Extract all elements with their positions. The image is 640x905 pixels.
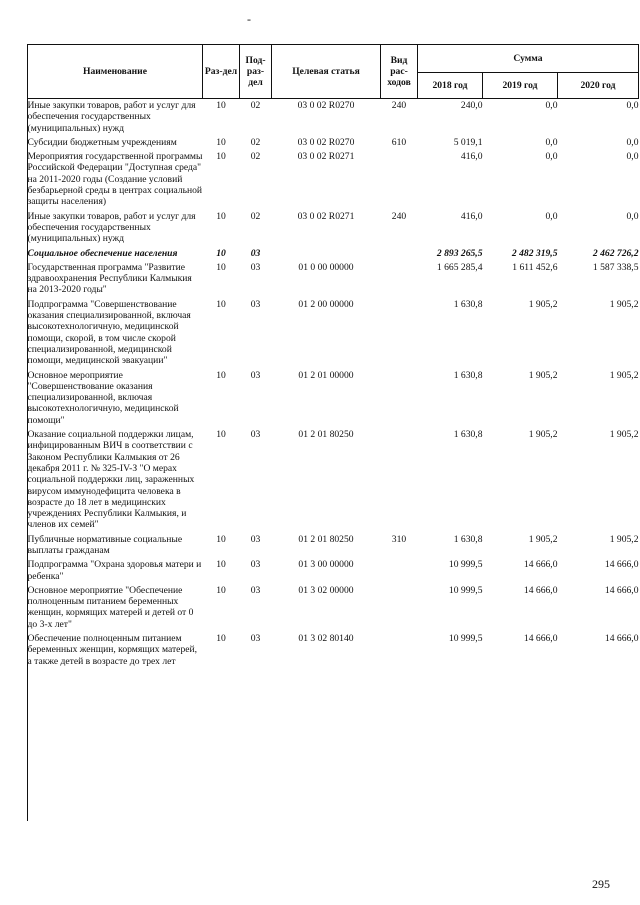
- row-podrazdel: 03: [250, 429, 261, 441]
- header-summa: Сумма: [418, 45, 639, 73]
- row-2020: 1 905,2: [609, 533, 639, 545]
- row-razdel: 10: [216, 429, 226, 441]
- row-2020: 1 905,2: [609, 298, 639, 310]
- row-2018: 416,0: [460, 210, 483, 222]
- row-2018: 240,0: [460, 100, 483, 111]
- row-razdel: 10: [216, 261, 226, 273]
- row-2020: 1 905,2: [609, 369, 639, 381]
- row-2018: 1 630,8: [453, 429, 483, 441]
- row-tselevaya: 03 0 02 R0271: [297, 151, 355, 163]
- header-podrazdel: Под-раз-дел: [240, 45, 272, 99]
- row-2018: 10 999,5: [448, 633, 483, 645]
- row-name: Мероприятия государственной программы Российской Федерации "Доступная среда" на 2011-2020 годы (Создание условий безбарьерной среды в центрах социальной защиты населения): [27, 151, 203, 208]
- row-2020: 14 666,0: [604, 633, 639, 645]
- row-razdel: 10: [216, 533, 226, 545]
- row-2019: 1 905,2: [528, 298, 558, 310]
- row-razdel: 10: [216, 151, 226, 163]
- row-vid: [381, 584, 418, 632]
- row-tselevaya: 03 0 02 R0270: [297, 100, 355, 111]
- row-2020: 1 905,2: [609, 429, 639, 441]
- row-tselevaya: 01 2 01 80250: [298, 533, 354, 545]
- row-vid: [381, 247, 418, 261]
- row-2020: 0,0: [626, 100, 639, 111]
- header-razdel: Раз-дел: [203, 45, 240, 99]
- row-podrazdel: 03: [250, 261, 261, 273]
- row-2020: 0,0: [626, 136, 639, 148]
- row-name: Государственная программа "Развитие здравоохранения Республики Калмыкия на 2013-2020 годы": [27, 261, 192, 296]
- row-2018: 2 893 265,5: [436, 247, 483, 259]
- row-name: Обеспечение полноценным питанием беременных женщин, кормящих матерей, а также детей в возрасте до трех лет: [27, 633, 198, 667]
- budget-table: [27, 44, 639, 669]
- table-row: [28, 584, 639, 632]
- row-vid: [381, 261, 418, 298]
- row-vid: [381, 428, 418, 533]
- row-razdel: 10: [216, 136, 226, 148]
- row-tselevaya: [272, 247, 381, 261]
- table-row: [28, 210, 639, 247]
- top-mark: -: [247, 12, 251, 26]
- row-podrazdel: 02: [250, 136, 261, 148]
- row-tselevaya: 01 2 01 00000: [298, 369, 354, 381]
- row-vid: 240: [391, 210, 407, 222]
- row-tselevaya: 03 0 02 R0271: [297, 210, 355, 222]
- row-2019: 1 905,2: [528, 533, 558, 545]
- header-2019: 2019 год: [483, 73, 558, 99]
- row-2020: 2 462 726,2: [592, 247, 639, 259]
- header-vid: Вид рас-ходов: [381, 45, 418, 99]
- row-name: Публичные нормативные социальные выплаты гражданам: [27, 533, 183, 556]
- table-row: [28, 261, 639, 298]
- row-2020: 0,0: [626, 151, 639, 163]
- row-name: Иные закупки товаров, работ и услуг для обеспечения государственных (муниципальных) нужд: [27, 100, 196, 134]
- row-podrazdel: 02: [250, 151, 261, 163]
- table-row: [28, 136, 639, 150]
- header-2018: 2018 год: [418, 73, 483, 99]
- row-razdel: 10: [216, 559, 226, 571]
- row-tselevaya: 01 2 00 00000: [298, 298, 354, 310]
- row-razdel: 10: [216, 210, 226, 222]
- table-row: [28, 369, 639, 428]
- row-razdel: 10: [216, 369, 226, 381]
- row-2019: 1 905,2: [528, 429, 558, 441]
- row-podrazdel: 03: [250, 247, 261, 259]
- table-row: [28, 533, 639, 559]
- row-2019: 0,0: [545, 100, 558, 111]
- row-2020: 1 587 338,5: [592, 261, 639, 273]
- row-2020: 14 666,0: [604, 584, 639, 596]
- row-razdel: 10: [216, 100, 226, 111]
- row-name: Подпрограмма "Совершенствование оказания специализированной, включая высокотехнологичную, медицинской помощи, скорой, в том числе скорой специализированной, медицинской помощи, медицинской эвакуации": [27, 298, 191, 367]
- row-podrazdel: 02: [250, 100, 261, 111]
- row-name: Основное мероприятие "Обеспечение полноценным питанием беременных женщин, кормящих матерей и детей от 0 до 3-х лет": [27, 584, 194, 630]
- row-name: Подпрограмма "Охрана здоровья матери и ребенка": [27, 559, 202, 582]
- row-2019: 1 905,2: [528, 369, 558, 381]
- row-podrazdel: 03: [250, 298, 261, 310]
- table-row: [28, 150, 639, 209]
- table-row: [28, 632, 639, 669]
- row-name: Иные закупки товаров, работ и услуг для обеспечения государственных (муниципальных) нужд: [27, 210, 196, 245]
- header-name: Наименование: [28, 45, 203, 99]
- row-tselevaya: 01 2 01 80250: [298, 429, 354, 441]
- row-2018: 10 999,5: [448, 559, 483, 571]
- row-tselevaya: 01 3 02 00000: [298, 584, 354, 596]
- row-2019: 14 666,0: [523, 584, 558, 596]
- row-2019: 2 482 319,5: [511, 247, 558, 259]
- table-row: [28, 99, 639, 136]
- row-vid: [381, 558, 418, 584]
- row-name: Основное мероприятие "Совершенствование оказания специализированной, включая высокотехнологичную, медицинской помощи": [27, 369, 179, 426]
- row-vid: 310: [391, 533, 407, 545]
- row-2019: 0,0: [545, 136, 558, 148]
- row-podrazdel: 03: [250, 369, 261, 381]
- header-2020: 2020 год: [558, 73, 639, 99]
- row-vid: 240: [391, 100, 407, 111]
- row-2018: 1 630,8: [453, 369, 483, 381]
- row-2019: 0,0: [545, 151, 558, 163]
- row-podrazdel: 03: [250, 559, 261, 571]
- row-2019: 14 666,0: [523, 559, 558, 571]
- row-2018: 416,0: [460, 151, 483, 163]
- row-2018: 10 999,5: [448, 584, 483, 596]
- row-2019: 0,0: [545, 210, 558, 222]
- page-number: 295: [592, 877, 610, 891]
- row-name: Социальное обеспечение населения: [27, 247, 178, 259]
- row-tselevaya: 01 3 00 00000: [298, 559, 354, 571]
- row-2018: 1 665 285,4: [436, 261, 483, 273]
- row-2020: 14 666,0: [604, 559, 639, 571]
- row-2019: 1 611 452,6: [512, 261, 558, 273]
- table-row: [28, 428, 639, 533]
- row-vid: 610: [391, 136, 407, 148]
- row-tselevaya: 01 3 02 80140: [298, 633, 354, 645]
- row-2018: 5 019,1: [453, 136, 483, 148]
- row-tselevaya: 03 0 02 R0270: [297, 136, 355, 148]
- row-podrazdel: 03: [250, 584, 261, 596]
- row-vid: [381, 150, 418, 209]
- table-row-section: [28, 247, 639, 261]
- row-razdel: 10: [216, 633, 226, 645]
- row-razdel: 10: [216, 247, 226, 259]
- row-razdel: 10: [216, 584, 226, 596]
- table-row: [28, 298, 639, 369]
- row-2020: 0,0: [626, 210, 639, 222]
- row-2018: 1 630,8: [453, 533, 483, 545]
- header-tselevaya: Целевая статья: [272, 45, 381, 99]
- row-name: Оказание социальной поддержки лицам, инфицированным ВИЧ в соответствии с Законом Республики Калмыкия от 26 декабря 2011 г. № 325-IV-З "О мерах социальной поддержки лиц, зараженных вирусом иммунодефицита человека в возрасте до 18 лет в медицинских учреждениях Республики Калмыкия, и членов их семей": [27, 429, 195, 531]
- table-left-rule: [27, 99, 28, 821]
- row-name: Субсидии бюджетным учреждениям: [27, 136, 177, 148]
- row-razdel: 10: [216, 298, 226, 310]
- table-row: [28, 558, 639, 584]
- row-tselevaya: 01 0 00 00000: [298, 261, 354, 273]
- row-vid: [381, 298, 418, 369]
- row-2019: 14 666,0: [523, 633, 558, 645]
- row-podrazdel: 02: [250, 210, 261, 222]
- row-vid: [381, 632, 418, 669]
- row-vid: [381, 369, 418, 428]
- row-2018: 1 630,8: [453, 298, 483, 310]
- row-podrazdel: 03: [250, 633, 261, 645]
- row-podrazdel: 03: [250, 533, 261, 545]
